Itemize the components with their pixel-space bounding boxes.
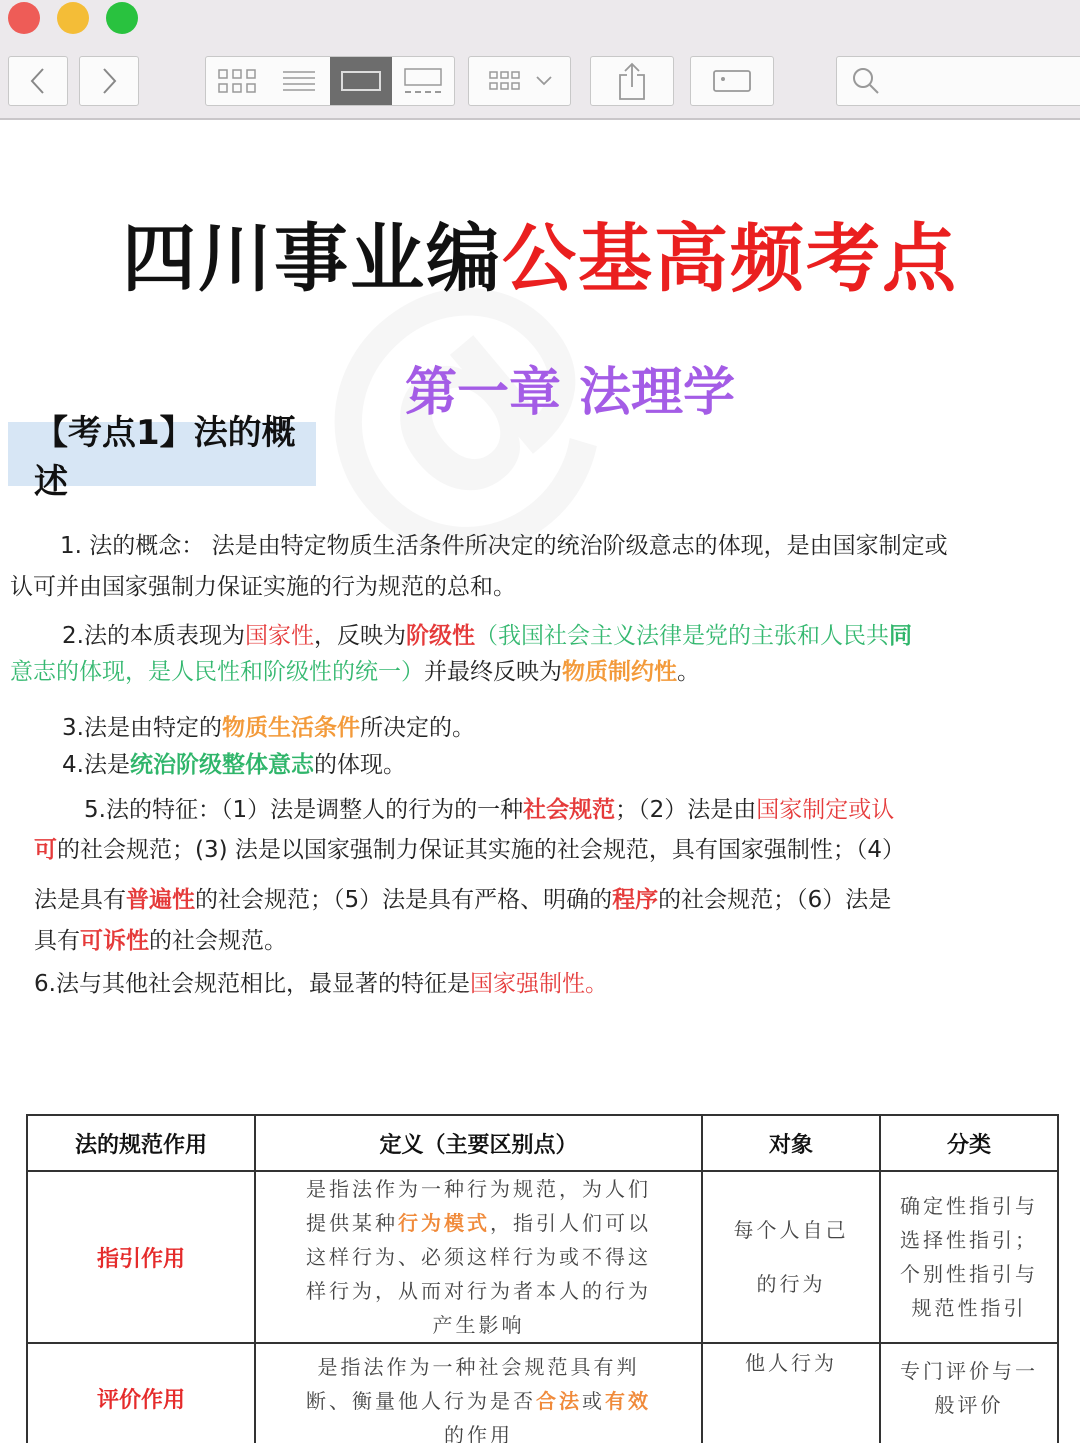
table-header: 定义（主要区别点） [255, 1115, 702, 1171]
group-by-button[interactable] [468, 56, 571, 106]
paragraph-1-line-2: 认可并由国家强制力保证实施的行为规范的总和。 [10, 574, 516, 600]
paragraph-2-line-2: 意志的体现，是人民性和阶级性的统一）并最终反映为物质制约性。 [10, 659, 700, 685]
search-icon [851, 66, 881, 96]
paragraph-1-line-1: 1. 法的概念： 法是由特定物质生活条件所决定的统治阶级意志的体现，是由国家制定或 [60, 533, 948, 559]
table-header: 分类 [880, 1115, 1058, 1171]
group-by-icon [487, 66, 527, 96]
chapter-heading: 第一章 法理学 [404, 363, 736, 423]
gallery-view-icon [401, 66, 445, 96]
kaodian-heading: 【考点1】法的概述 [8, 422, 316, 486]
minimize-window-button[interactable] [57, 2, 89, 34]
paragraph-5-line-1: 5.法的特征：（1）法是调整人的行为的一种社会规范；（2）法是由国家制定或认 [84, 797, 895, 823]
row-definition: 是指法作为一种社会规范具有判 断、衡量他人行为是否合法或有效 的作用 [255, 1343, 702, 1443]
chevron-down-icon [535, 74, 553, 88]
share-button[interactable] [590, 56, 674, 106]
paragraph-5-line-3: 法是具有普遍性的社会规范；（5）法是具有严格、明确的程序的社会规范；（6）法是 [34, 887, 892, 913]
gallery-view-button[interactable] [392, 57, 454, 105]
paragraph-3: 3.法是由特定的物质生活条件所决定的。 [62, 715, 475, 741]
back-button[interactable] [8, 56, 68, 106]
list-view-button[interactable] [268, 57, 330, 105]
list-view-icon [279, 66, 319, 96]
table-header: 法的规范作用 [27, 1115, 255, 1171]
row-name: 指引作用 [27, 1171, 255, 1343]
chevron-right-icon [99, 67, 119, 95]
row-object: 他人行为 [702, 1343, 880, 1443]
row-definition: 是指法作为一种行为规范，为人们 提供某种行为模式，指引人们可以 这样行为、必须这样行为或不得这 样行为，从而对行为者本人的行为 产生影响 [255, 1171, 702, 1343]
paragraph-6: 6.法与其他社会规范相比，最显著的特征是国家强制性。 [34, 971, 608, 997]
title-black: 四川事业编 [122, 216, 502, 302]
row-object: 每个人自己 的行为 [702, 1171, 880, 1343]
row-category: 确定性指引与 选择性指引； 个别性指引与 规范性指引 [880, 1171, 1058, 1343]
search-field[interactable] [836, 56, 1080, 106]
table-header: 对象 [702, 1115, 880, 1171]
search-input[interactable] [891, 66, 1080, 96]
view-mode-selector [205, 56, 455, 106]
tag-icon [711, 66, 753, 96]
column-view-button[interactable] [330, 57, 392, 105]
column-view-icon [339, 66, 383, 96]
zoom-window-button[interactable] [106, 2, 138, 34]
paragraph-4: 4.法是统治阶级整体意志的体现。 [62, 752, 406, 778]
grid-view-icon [215, 66, 259, 96]
paragraph-5-line-4: 具有可诉性的社会规范。 [34, 928, 287, 954]
share-icon [616, 61, 648, 101]
tag-button[interactable] [690, 56, 774, 106]
chevron-left-icon [28, 67, 48, 95]
grid-view-button[interactable] [206, 57, 268, 105]
paragraph-2-line-1: 2.法的本质表现为国家性，反映为阶级性（我国社会主义法律是党的主张和人民共同 [62, 623, 912, 649]
paragraph-5-line-2: 可的社会规范；(3) 法是以国家强制力保证其实施的社会规范，具有国家强制性；（4） [34, 837, 906, 863]
close-window-button[interactable] [8, 2, 40, 34]
row-name: 评价作用 [27, 1343, 255, 1443]
normative-function-table [26, 1114, 1059, 1443]
row-category: 专门评价与一 般评价 [880, 1343, 1058, 1443]
table-row [27, 1171, 1058, 1343]
table-row [27, 1343, 1058, 1443]
table-header-row [27, 1115, 1058, 1171]
title-red: 公基高频考点 [502, 216, 958, 302]
page-title [0, 200, 1080, 306]
forward-button[interactable] [79, 56, 139, 106]
window-toolbar [0, 0, 1080, 120]
